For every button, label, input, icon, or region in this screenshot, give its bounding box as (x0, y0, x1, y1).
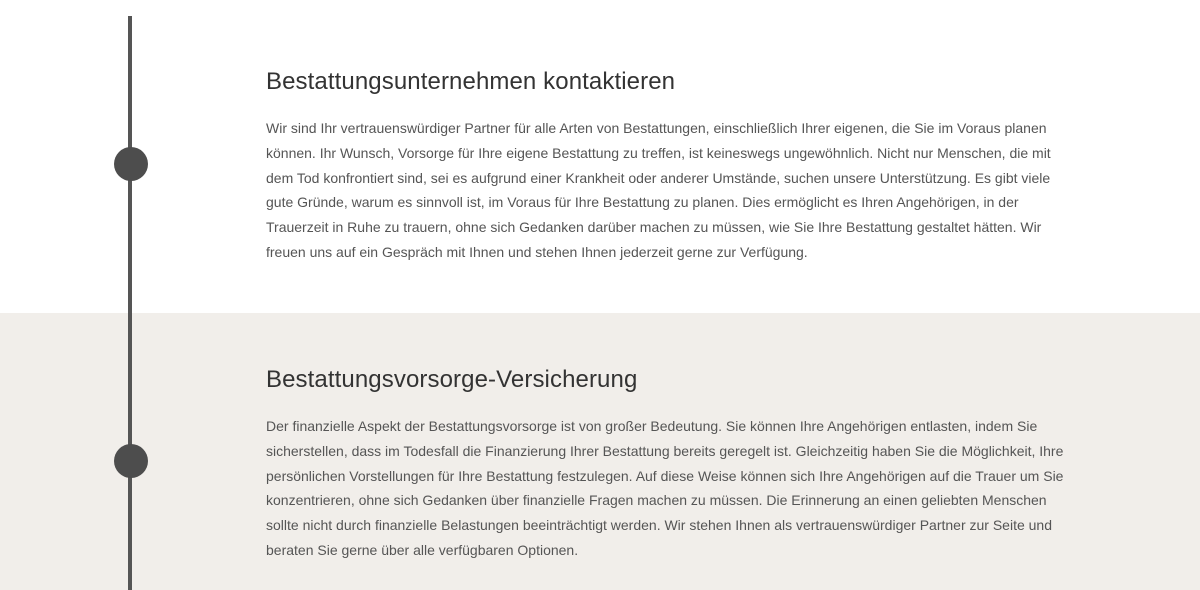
insurance-text: Der finanzielle Aspekt der Bestattungsvorsorge ist von großer Bedeutung. Sie können Ihre Angehörigen entlasten, indem Sie sicherstellen, dass im Todesfall die Finanzierung Ihrer Bestattung bereits geregelt ist. Gleichzeitig haben Sie die Möglichkeit, Ihre persönlichen Vorstellungen für Ihre Bestattung festzulegen. Auf diese Weise können sich Ihre Angehörigen auf die Trauer um Sie konzentrieren, ohne sich Gedanken über finanzielle Fragen machen zu müssen. Die Erinnerung an einen geliebten Menschen sollte nicht durch finanzielle Belastungen beeinträchtigt werden. Wir stehen Ihnen als vertrauenswürdiger Partner zur Seite und beraten Sie gerne über alle verfügbaren Optionen. (266, 418, 1064, 558)
timeline-line (128, 16, 132, 590)
contact-text: Wir sind Ihr vertrauenswürdiger Partner für alle Arten von Bestattungen, einschließlich Ihrer eigenen, die Sie im Voraus planen können. Ihr Wunsch, Vorsorge für Ihre eigene Bestattung zu treffen, ist keineswegs ungewöhnlich. Nicht nur Menschen, die mit dem Tod konfrontiert sind, sei es aufgrund einer Krankheit oder anderer Umstände, suchen unsere Unterstützung. Es gibt viele gute Gründe, warum es sinnvoll ist, im Voraus für Ihre Bestattung zu planen. Dies ermöglicht es Ihren Angehörigen, in der Trauerzeit in Ruhe zu trauern, ohne sich Gedanken darüber machen zu müssen, wie Sie Ihre Bestattung gestaltet hätten. Wir freuen uns auf ein Gespräch mit Ihnen und stehen Ihnen jederzeit gerne zur Verfügung. (266, 120, 1051, 260)
timeline-dot (114, 444, 148, 478)
timeline-dot (114, 147, 148, 181)
contact-content (266, 66, 1076, 265)
insurance-content (266, 364, 1076, 563)
contact-heading: Bestattungsunternehmen kontaktieren (266, 68, 676, 95)
insurance-heading: Bestattungsvorsorge-Versicherung (266, 366, 638, 393)
